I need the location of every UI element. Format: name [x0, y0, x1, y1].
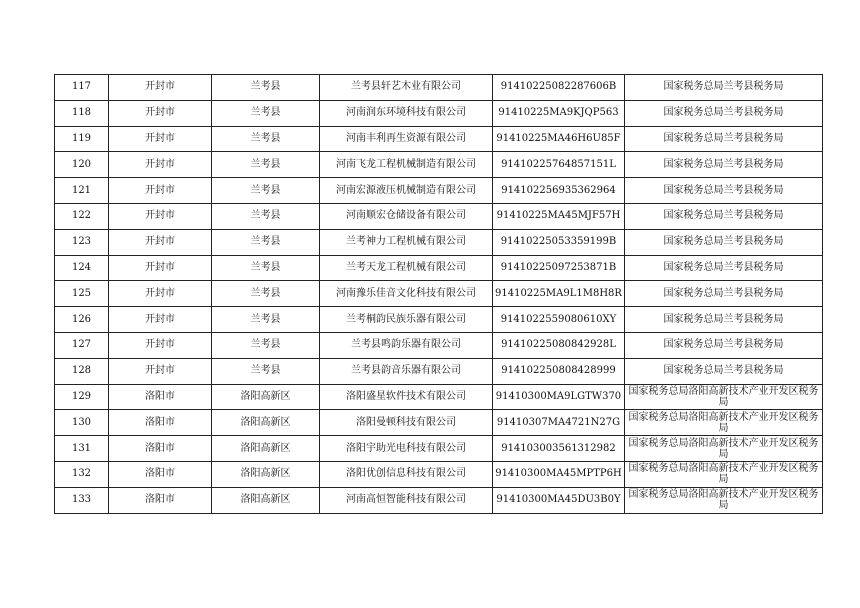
credit-code-cell: 91410307MA4721N27G — [493, 410, 625, 436]
table-row — [55, 100, 823, 126]
company-name-cell: 兰考桐韵民族乐器有限公司 — [320, 307, 493, 333]
tax-authority-cell: 国家税务总局兰考县税务局 — [624, 100, 822, 126]
company-name-cell: 兰考县轩艺木业有限公司 — [320, 75, 493, 101]
tax-authority-cell: 国家税务总局洛阳高新技术产业开发区税务局 — [624, 436, 822, 462]
row-number-cell: 122 — [55, 203, 109, 229]
company-name-cell: 洛阳曼顿科技有限公司 — [320, 410, 493, 436]
tax-authority-cell: 国家税务总局洛阳高新技术产业开发区税务局 — [624, 461, 822, 487]
tax-authority-cell: 国家税务总局兰考县税务局 — [624, 332, 822, 358]
table-row — [55, 410, 823, 436]
city-cell: 洛阳市 — [109, 384, 212, 410]
tax-authority-cell: 国家税务总局兰考县税务局 — [624, 307, 822, 333]
county-cell: 兰考县 — [212, 152, 320, 178]
city-cell: 开封市 — [109, 203, 212, 229]
tax-authority-cell: 国家税务总局兰考县税务局 — [624, 152, 822, 178]
row-number-cell: 133 — [55, 487, 109, 513]
city-cell: 开封市 — [109, 100, 212, 126]
county-cell: 洛阳高新区 — [212, 461, 320, 487]
table-row — [55, 358, 823, 384]
tax-authority-cell: 国家税务总局兰考县税务局 — [624, 75, 822, 101]
county-cell: 洛阳高新区 — [212, 410, 320, 436]
taxpayer-table — [54, 74, 823, 514]
row-number-cell: 126 — [55, 307, 109, 333]
company-name-cell: 河南顺宏仓储设备有限公司 — [320, 203, 493, 229]
credit-code-cell: 914103003561312982 — [493, 436, 625, 462]
credit-code-cell: 91410300MA45DU3B0Y — [493, 487, 625, 513]
city-cell: 洛阳市 — [109, 487, 212, 513]
county-cell: 兰考县 — [212, 178, 320, 204]
table-row — [55, 281, 823, 307]
tax-authority-cell: 国家税务总局洛阳高新技术产业开发区税务局 — [624, 384, 822, 410]
city-cell: 洛阳市 — [109, 436, 212, 462]
tax-authority-cell: 国家税务总局兰考县税务局 — [624, 229, 822, 255]
company-name-cell: 兰考县韵音乐器有限公司 — [320, 358, 493, 384]
credit-code-cell: 91410225764857151L — [493, 152, 625, 178]
credit-code-cell: 91410300MA45MPTP6H — [493, 461, 625, 487]
company-name-cell: 河南高恒智能科技有限公司 — [320, 487, 493, 513]
city-cell: 开封市 — [109, 178, 212, 204]
row-number-cell: 129 — [55, 384, 109, 410]
county-cell: 兰考县 — [212, 358, 320, 384]
tax-authority-cell: 国家税务总局洛阳高新技术产业开发区税务局 — [624, 487, 822, 513]
company-name-cell: 河南润东环境科技有限公司 — [320, 100, 493, 126]
row-number-cell: 119 — [55, 126, 109, 152]
city-cell: 开封市 — [109, 75, 212, 101]
row-number-cell: 127 — [55, 332, 109, 358]
row-number-cell: 117 — [55, 75, 109, 101]
company-name-cell: 洛阳优创信息科技有限公司 — [320, 461, 493, 487]
company-name-cell: 河南丰利再生资源有限公司 — [320, 126, 493, 152]
row-number-cell: 124 — [55, 255, 109, 281]
company-name-cell: 河南豫乐佳音文化科技有限公司 — [320, 281, 493, 307]
tax-authority-cell: 国家税务总局兰考县税务局 — [624, 178, 822, 204]
table-row — [55, 384, 823, 410]
company-name-cell: 兰考神力工程机械有限公司 — [320, 229, 493, 255]
county-cell: 兰考县 — [212, 281, 320, 307]
city-cell: 开封市 — [109, 255, 212, 281]
company-name-cell: 河南飞龙工程机械制造有限公司 — [320, 152, 493, 178]
city-cell: 开封市 — [109, 307, 212, 333]
county-cell: 洛阳高新区 — [212, 487, 320, 513]
table-row — [55, 152, 823, 178]
city-cell: 开封市 — [109, 152, 212, 178]
city-cell: 洛阳市 — [109, 410, 212, 436]
credit-code-cell: 91410225053359199B — [493, 229, 625, 255]
county-cell: 兰考县 — [212, 203, 320, 229]
credit-code-cell: 91410225MA45MJF57H — [493, 203, 625, 229]
county-cell: 兰考县 — [212, 255, 320, 281]
city-cell: 开封市 — [109, 358, 212, 384]
company-name-cell: 兰考县鸣韵乐器有限公司 — [320, 332, 493, 358]
county-cell: 兰考县 — [212, 307, 320, 333]
credit-code-cell: 914102256935362964 — [493, 178, 625, 204]
city-cell: 洛阳市 — [109, 461, 212, 487]
company-name-cell: 洛阳盛星软件技术有限公司 — [320, 384, 493, 410]
row-number-cell: 130 — [55, 410, 109, 436]
credit-code-cell: 91410225MA9L1M8H8R — [493, 281, 625, 307]
tax-authority-cell: 国家税务总局兰考县税务局 — [624, 255, 822, 281]
city-cell: 开封市 — [109, 332, 212, 358]
credit-code-cell: 914102250808428999 — [493, 358, 625, 384]
table-row — [55, 307, 823, 333]
row-number-cell: 121 — [55, 178, 109, 204]
table-row — [55, 461, 823, 487]
row-number-cell: 123 — [55, 229, 109, 255]
credit-code-cell: 91410225080842928L — [493, 332, 625, 358]
county-cell: 洛阳高新区 — [212, 384, 320, 410]
table-row — [55, 229, 823, 255]
county-cell: 兰考县 — [212, 332, 320, 358]
table-row — [55, 126, 823, 152]
table-row — [55, 487, 823, 513]
county-cell: 兰考县 — [212, 100, 320, 126]
credit-code-cell: 91410225097253871B — [493, 255, 625, 281]
company-name-cell: 河南宏源液压机械制造有限公司 — [320, 178, 493, 204]
tax-authority-cell: 国家税务总局洛阳高新技术产业开发区税务局 — [624, 410, 822, 436]
row-number-cell: 118 — [55, 100, 109, 126]
tax-authority-cell: 国家税务总局兰考县税务局 — [624, 203, 822, 229]
city-cell: 开封市 — [109, 281, 212, 307]
company-name-cell: 兰考天龙工程机械有限公司 — [320, 255, 493, 281]
credit-code-cell: 9141022559080610XY — [493, 307, 625, 333]
row-number-cell: 120 — [55, 152, 109, 178]
tax-authority-cell: 国家税务总局兰考县税务局 — [624, 358, 822, 384]
row-number-cell: 128 — [55, 358, 109, 384]
county-cell: 兰考县 — [212, 229, 320, 255]
tax-authority-cell: 国家税务总局兰考县税务局 — [624, 281, 822, 307]
table-row — [55, 255, 823, 281]
county-cell: 兰考县 — [212, 75, 320, 101]
row-number-cell: 132 — [55, 461, 109, 487]
city-cell: 开封市 — [109, 229, 212, 255]
tax-authority-cell: 国家税务总局兰考县税务局 — [624, 126, 822, 152]
county-cell: 洛阳高新区 — [212, 436, 320, 462]
table-row — [55, 75, 823, 101]
credit-code-cell: 91410225MA9KJQP563 — [493, 100, 625, 126]
row-number-cell: 125 — [55, 281, 109, 307]
company-name-cell: 洛阳宇助光电科技有限公司 — [320, 436, 493, 462]
table-row — [55, 178, 823, 204]
table-body — [55, 75, 823, 514]
row-number-cell: 131 — [55, 436, 109, 462]
credit-code-cell: 91410300MA9LGTW370 — [493, 384, 625, 410]
table-row — [55, 332, 823, 358]
city-cell: 开封市 — [109, 126, 212, 152]
table-row — [55, 436, 823, 462]
credit-code-cell: 91410225MA46H6U85F — [493, 126, 625, 152]
table-row — [55, 203, 823, 229]
credit-code-cell: 91410225082287606B — [493, 75, 625, 101]
county-cell: 兰考县 — [212, 126, 320, 152]
